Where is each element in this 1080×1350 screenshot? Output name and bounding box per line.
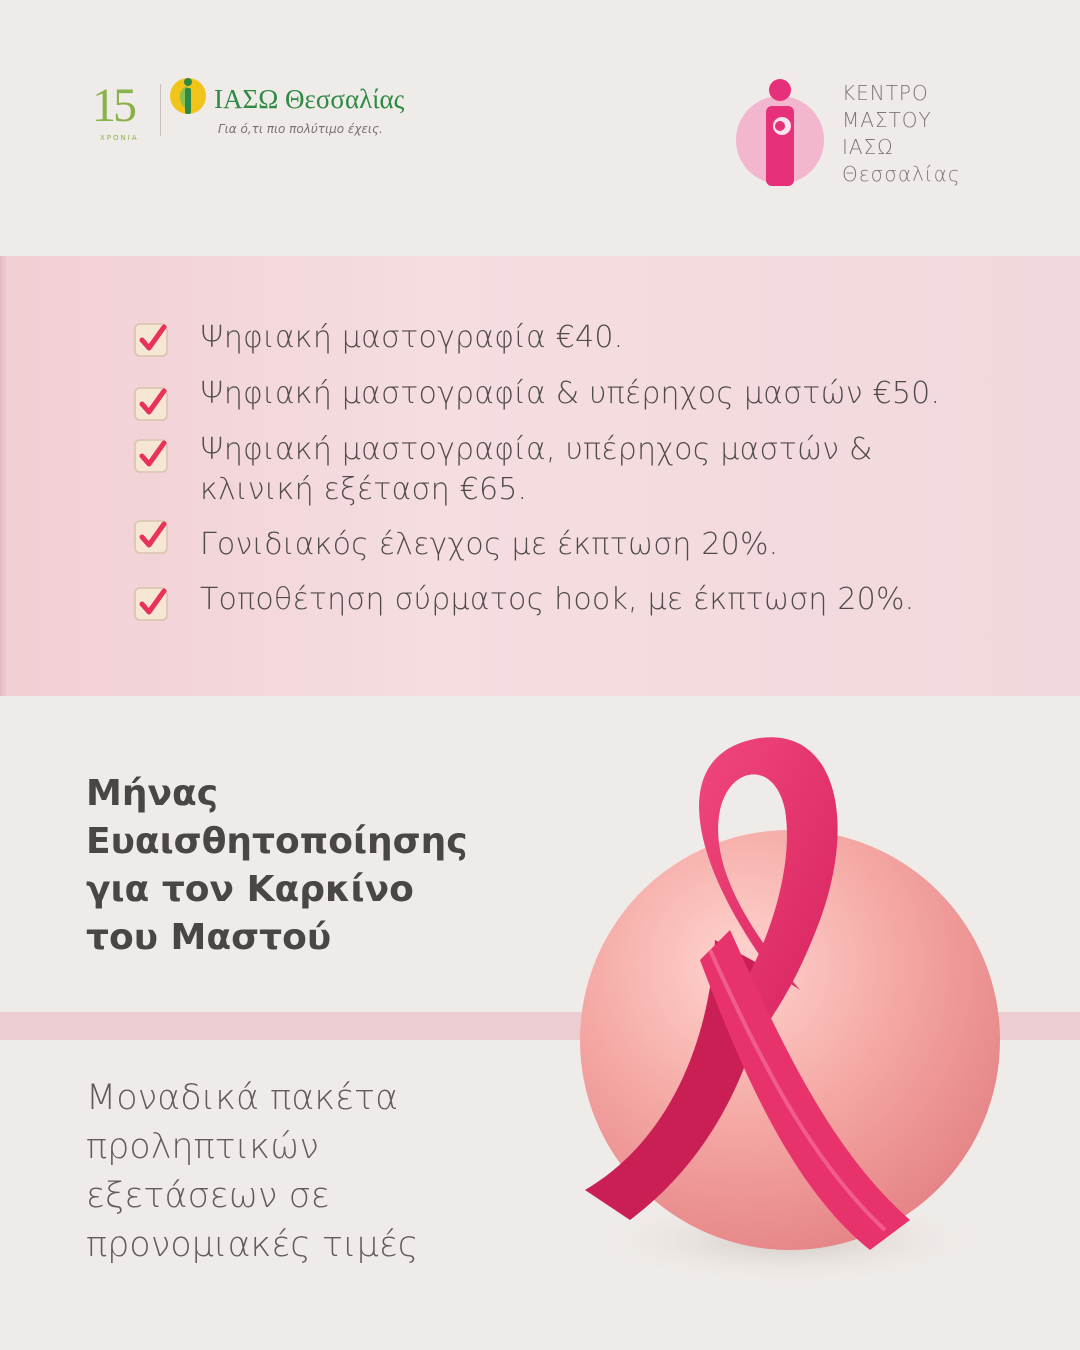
center-name-line: ΚΕΝΤΡΟ: [842, 81, 929, 105]
package-text: Ψηφιακή μαστογραφία & υπέρηχος μαστών €50.: [200, 376, 941, 411]
package-item: [134, 580, 914, 622]
campaign-subline: Μοναδικά πακέτα προληπτικών εξετάσεων σε προνομιακές τιμές: [86, 1078, 419, 1265]
package-text: Ψηφιακή μαστογραφία, υπέρηχος μαστών & κλινική εξέταση €65.: [200, 432, 873, 507]
campaign-headline: Μήνας Ευαισθητοποίησης για τον Καρκίνο του Μαστού: [86, 773, 468, 958]
pink-ribbon-icon: [560, 720, 1020, 1300]
anniversary-logo: [92, 79, 152, 144]
logo-divider: [160, 84, 161, 136]
anniversary-number: 15: [92, 79, 134, 132]
band-edge: [0, 256, 7, 696]
anniversary-label: ΧΡΟΝΙΑ: [100, 134, 139, 142]
center-name-line: ΙΑΣΩ: [842, 135, 894, 159]
checkbox-icon: [134, 586, 170, 622]
brand-tagline: Για ό,τι πιο πολύτιμο έχεις.: [218, 122, 383, 136]
package-text: Ψηφιακή μαστογραφία €40.: [200, 320, 624, 355]
breast-center-logo-icon: [732, 76, 828, 188]
breast-center-name: [842, 80, 961, 188]
package-item: [134, 430, 873, 510]
package-item: [134, 318, 623, 358]
checkbox-icon: [134, 386, 170, 422]
checkbox-icon: [134, 519, 170, 555]
package-item: [134, 374, 940, 422]
checkbox-icon: [134, 438, 170, 474]
package-text: Τοποθέτηση σύρματος hook, με έκπτωση 20%.: [200, 582, 915, 617]
package-item: [134, 525, 778, 565]
checkbox-icon: [134, 322, 170, 358]
center-name-line: Θεσσαλίας: [842, 162, 961, 186]
iaso-logo-icon: [168, 74, 208, 118]
brand-name: ΙΑΣΩ Θεσσαλίας: [214, 84, 405, 114]
center-name-line: ΜΑΣΤΟΥ: [842, 108, 932, 132]
package-text: Γονιδιακός έλεγχος με έκπτωση 20%.: [200, 527, 779, 562]
